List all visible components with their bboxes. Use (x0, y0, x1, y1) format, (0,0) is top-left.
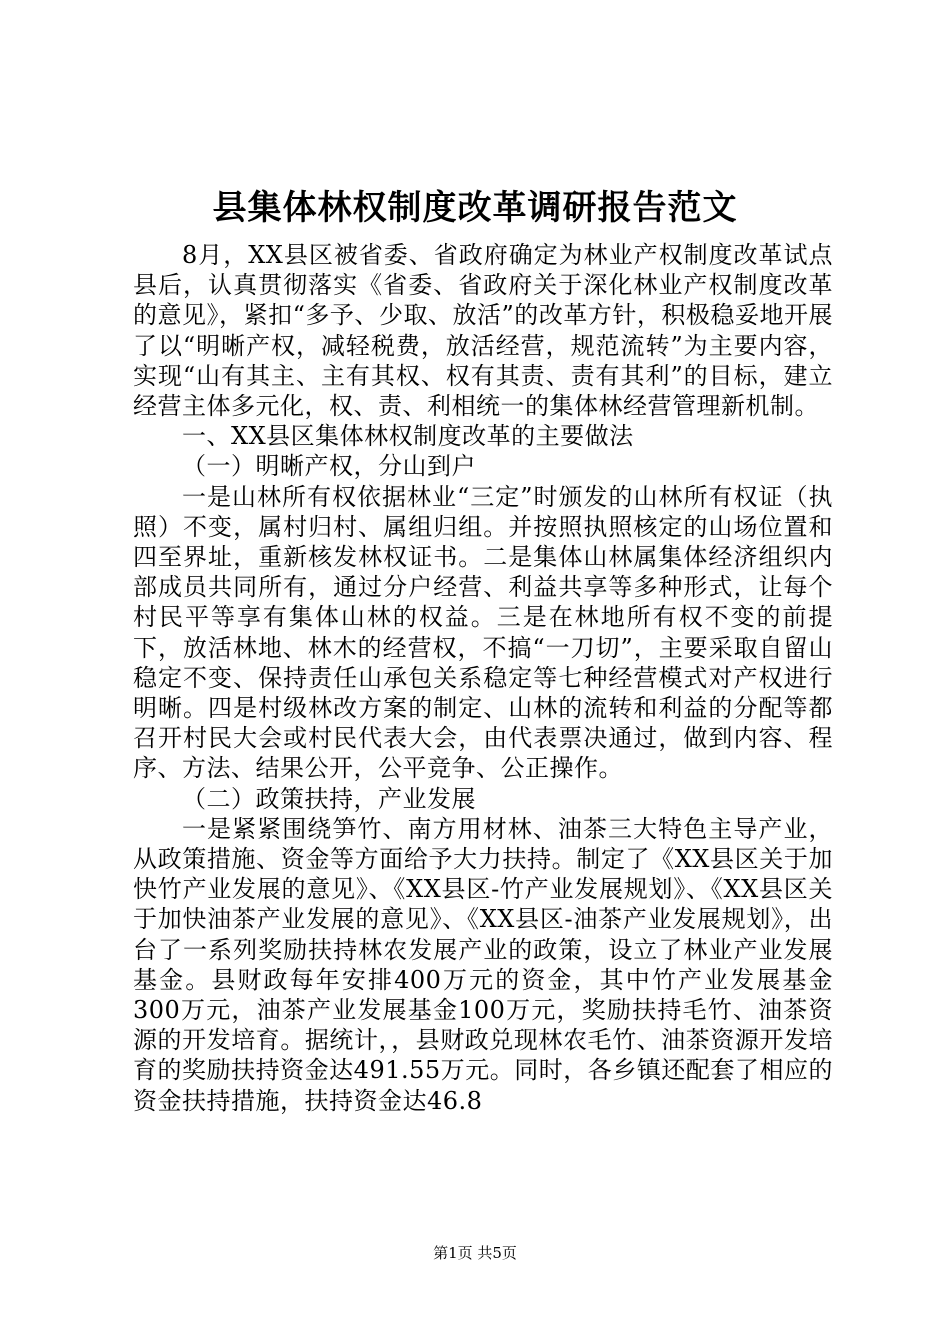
subsection-heading: （一）明晰产权，分山到户 (182, 452, 476, 481)
subsection-heading: （二）政策扶持，产业发展 (182, 784, 476, 813)
section-heading: 一、XX县区集体林权制度改革的主要做法 (182, 422, 634, 451)
document-body (133, 240, 833, 1116)
body-paragraph: 一是山林所有权依据林业“三定”时颁发的山林所有权证（执照）不变，属村归村、属组归组。并按照执照核定的山场位置和四至界址，重新核发林权证书。二是集体山林属集体经济组织内部成员共同所有，通过分户经营、利益共享等多种形式，让每个村民平等享有集体山林的权益。三是在林地所有权不变的前提下，放活林地、林木的经营权，不搞“一刀切”，主要采取自留山稳定不变、保持责任山承包关系稳定等七种经营模式对产权进行明晰。四是村级林改方案的制定、山林的流转和利益的分配等都召开村民大会或村民代表大会，由代表票决通过，做到内容、程序、方法、结果公开，公平竞争、公正操作。 (133, 482, 833, 783)
intro-paragraph: 8月，XX县区被省委、省政府确定为林业产权制度改革试点县后，认真贯彻落实《省委、省政府关于深化林业产权制度改革的意见》，紧扣“多予、少取、放活”的改革方针，积极稳妥地开展了以“明晰产权，减轻税费，放活经营，规范流转”为主要内容，实现“山有其主、主有其权、权有其责、责有其利”的目标，建立经营主体多元化，权、责、利相统一的集体林经营管理新机制。 (133, 241, 833, 421)
document-title: 县集体林权制度改革调研报告范文 (212, 188, 738, 228)
body-paragraph: 一是紧紧围绕笋竹、南方用材林、油茶三大特色主导产业，从政策措施、资金等方面给予大力扶持。制定了《XX县区关于加快竹产业发展的意见》、《XX县区-竹产业发展规划》、《XX县区关于加快油茶产业发展的意见》、《XX县区-油茶产业发展规划》，出台了一系列奖励扶持林农发展产业的政策，设立了林业产业发展基金。县财政每年安排400万元的资金，其中竹产业发展基金300万元，油茶产业发展基金100万元，奖励扶持毛竹、油茶资源的开发培育。据统计，，县财政兑现林农毛竹、油茶资源开发培育的奖励扶持资金达491.55万元。同时，各乡镇还配套了相应的资金扶持措施，扶持资金达46.8 (133, 814, 833, 1115)
page-number-footer: 第1页 共5页 (433, 1244, 517, 1262)
